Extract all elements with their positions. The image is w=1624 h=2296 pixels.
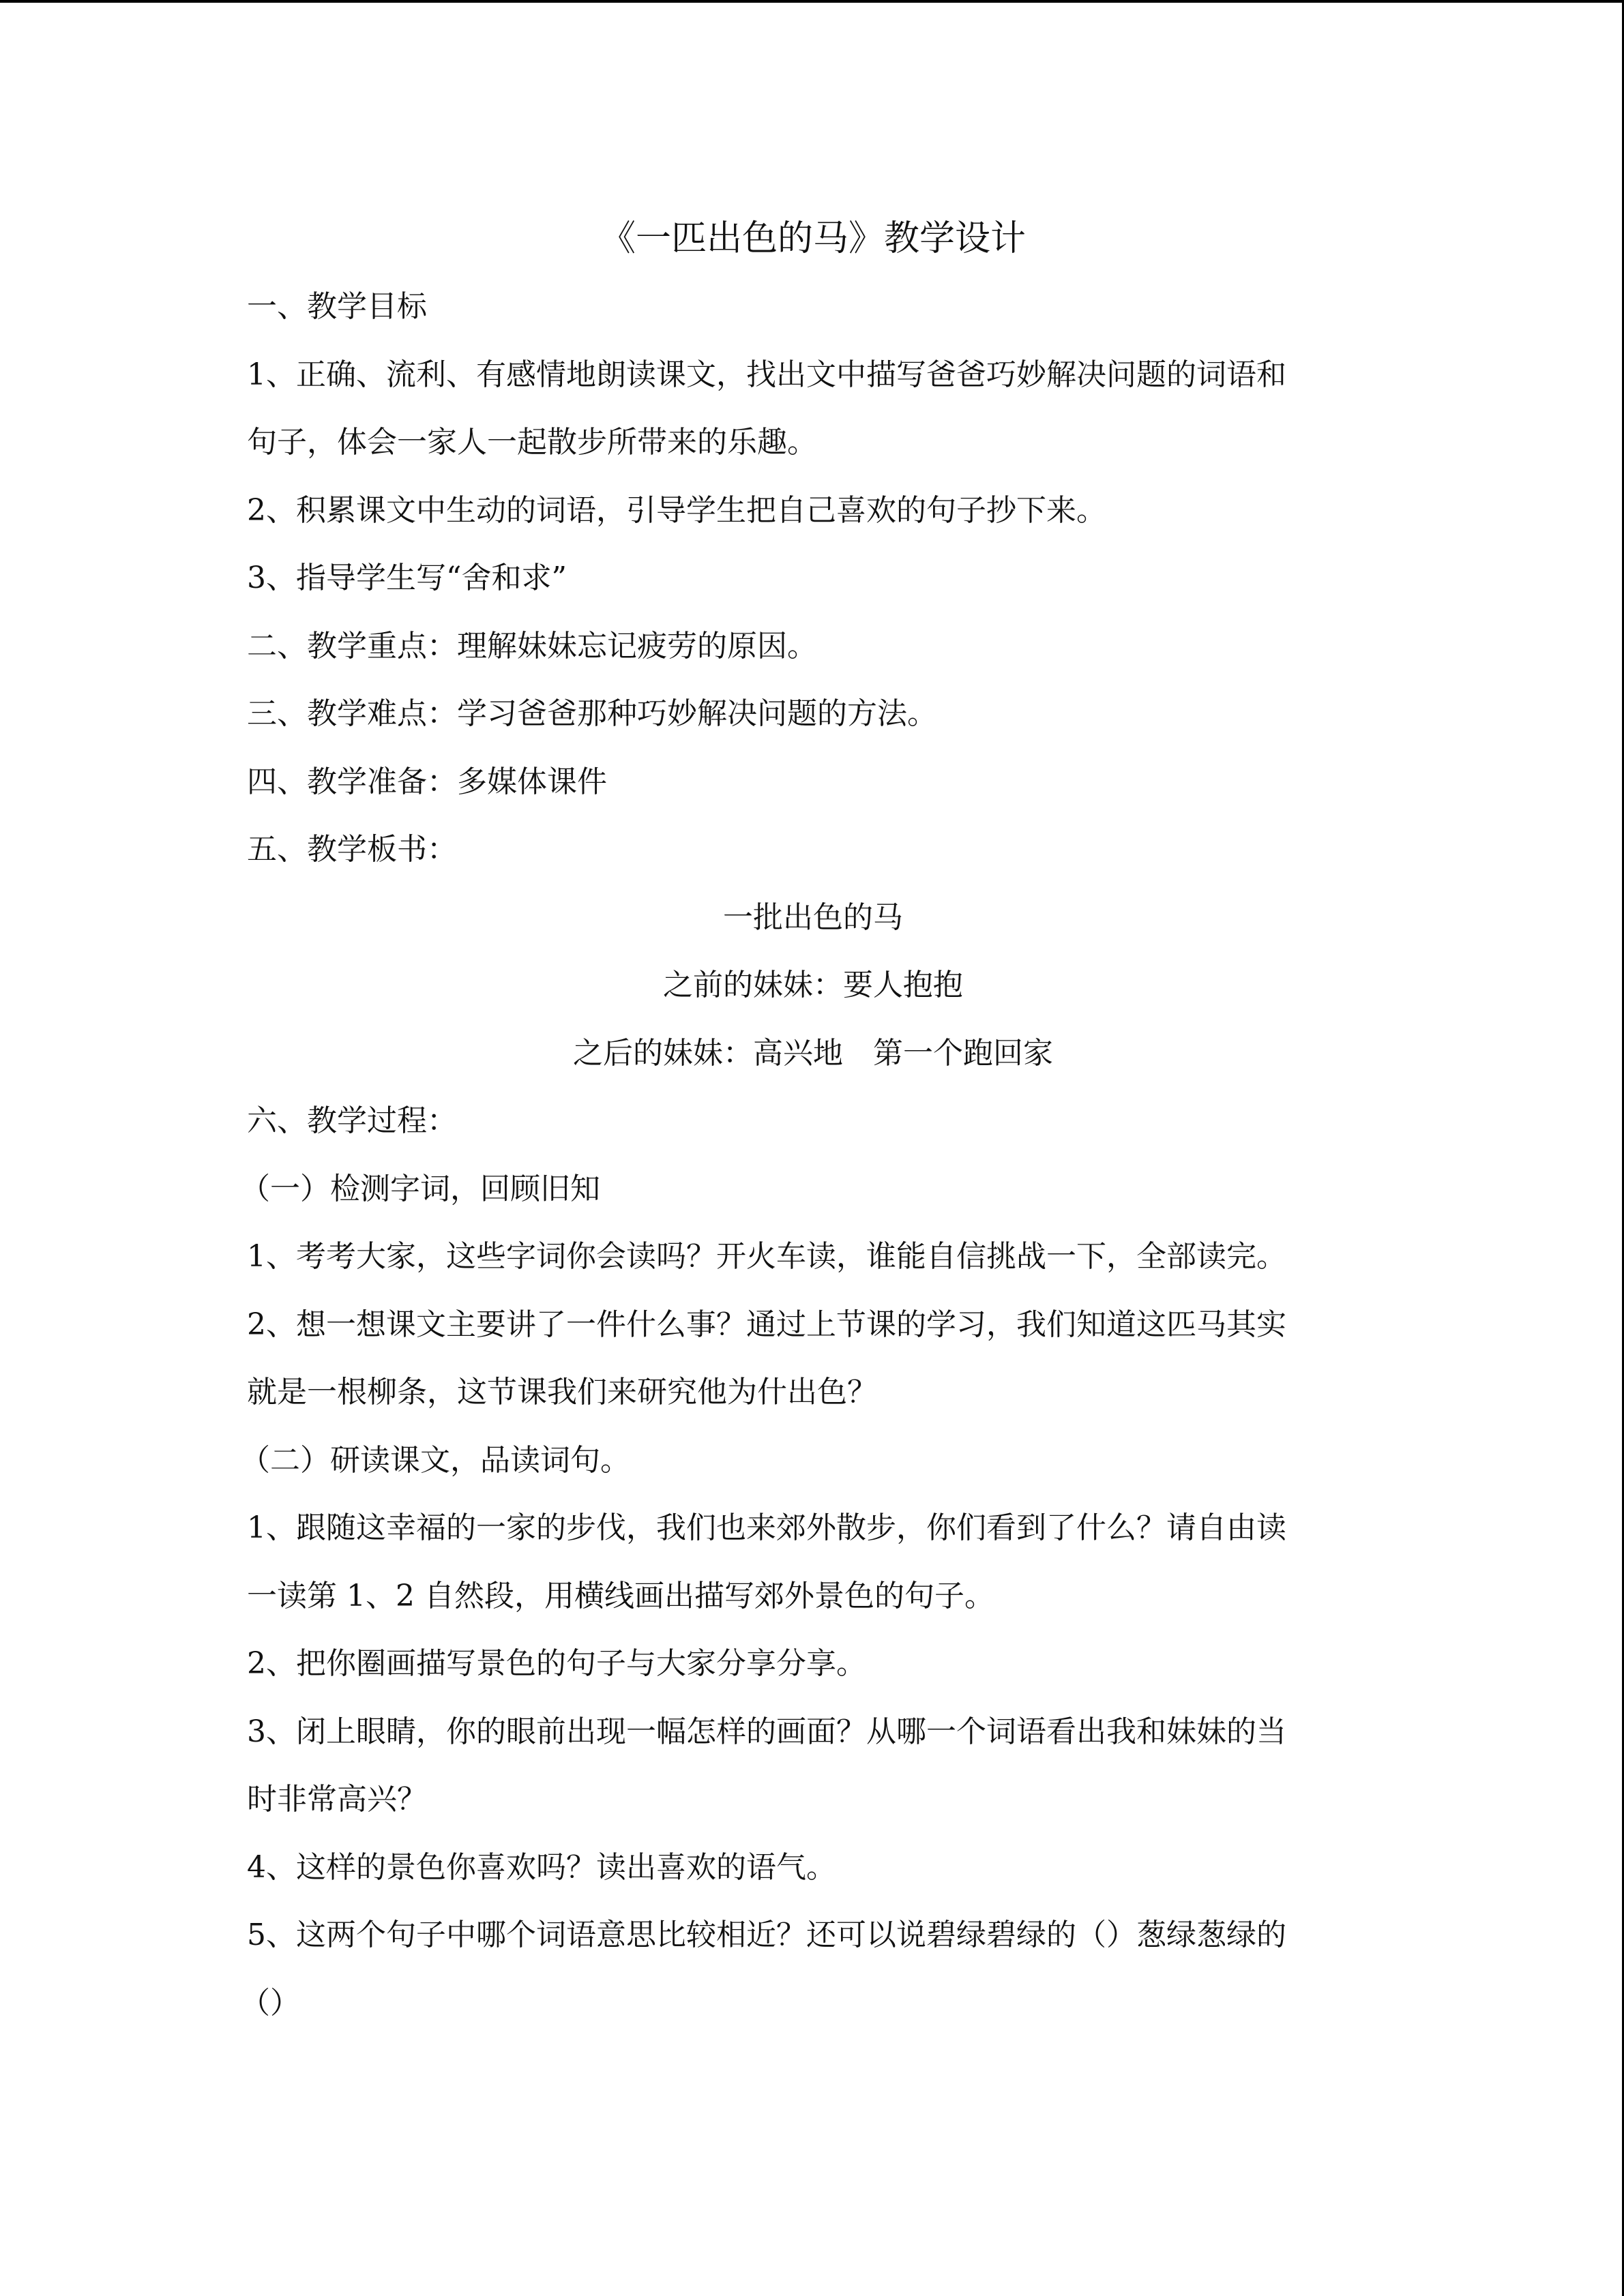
document-line: 2、把你圈画描写景色的句子与大家分享分享。 [247,1646,866,1681]
document-line: 2、积累课文中生动的词语，引导学生把自己喜欢的句子抄下来。 [247,492,1106,528]
document-line: 2、想一想课文主要讲了一件什么事？通过上节课的学习，我们知道这匹马其实 [247,1307,1286,1342]
document-page [240,205,1379,2037]
document-body [240,273,1379,2037]
document-line: 二、教学重点：理解妹妹忘记疲劳的原因。 [247,628,817,664]
document-line: （） [240,1985,300,2021]
document-line: 5、这两个句子中哪个词语意思比较相近？还可以说碧绿碧绿的（）葱绿葱绿的 [247,1918,1286,1952]
document-line: （二）研读课文，品读词句。 [240,1442,630,1478]
document-line: 3、闭上眼睛，你的眼前出现一幅怎样的画面？从哪一个词语看出我和妹妹的当 [247,1714,1286,1749]
document-line: 时非常高兴？ [247,1782,427,1817]
document-line: （一）检测字词，回顾旧知 [240,1171,600,1206]
document-line: 3、指导学生写“舍和求” [247,561,567,595]
document-line: 一批出色的马 [723,899,903,935]
document-line: 1、正确、流利、有感情地朗读课文，找出文中描写爸爸巧妙解决问题的词语和 [247,357,1286,392]
document-line: 一、教学目标 [247,289,427,324]
document-line: 就是一根柳条，这节课我们来研究他为什出色？ [247,1375,877,1410]
document-line: 之前的妹妹：要人抱抱 [663,968,963,1002]
document-line: 1、考考大家，这些字词你会读吗？开火车读，谁能自信挑战一下，全部读完。 [247,1239,1286,1274]
document-line: 四、教学准备：多媒体课件 [247,764,607,799]
document-line: 五、教学板书： [247,832,457,867]
document-line: 句子，体会一家人一起散步所带来的乐趣。 [247,425,817,460]
document-line: 六、教学过程： [247,1103,457,1138]
document-line: 1、跟随这幸福的一家的步伐，我们也来郊外散步，你们看到了什么？请自由读 [247,1510,1286,1545]
document-line: 一读第 1、2 自然段，用横线画出描写郊外景色的句子。 [247,1578,994,1613]
page-top-border [0,0,1624,3]
document-title: 《一匹出色的马》教学设计 [600,218,1026,259]
document-line: 4、这样的景色你喜欢吗？读出喜欢的语气。 [247,1849,836,1885]
document-line: 三、教学难点：学习爸爸那种巧妙解决问题的方法。 [247,696,937,731]
document-line: 之后的妹妹：高兴地 第一个跑回家 [573,1035,1053,1071]
